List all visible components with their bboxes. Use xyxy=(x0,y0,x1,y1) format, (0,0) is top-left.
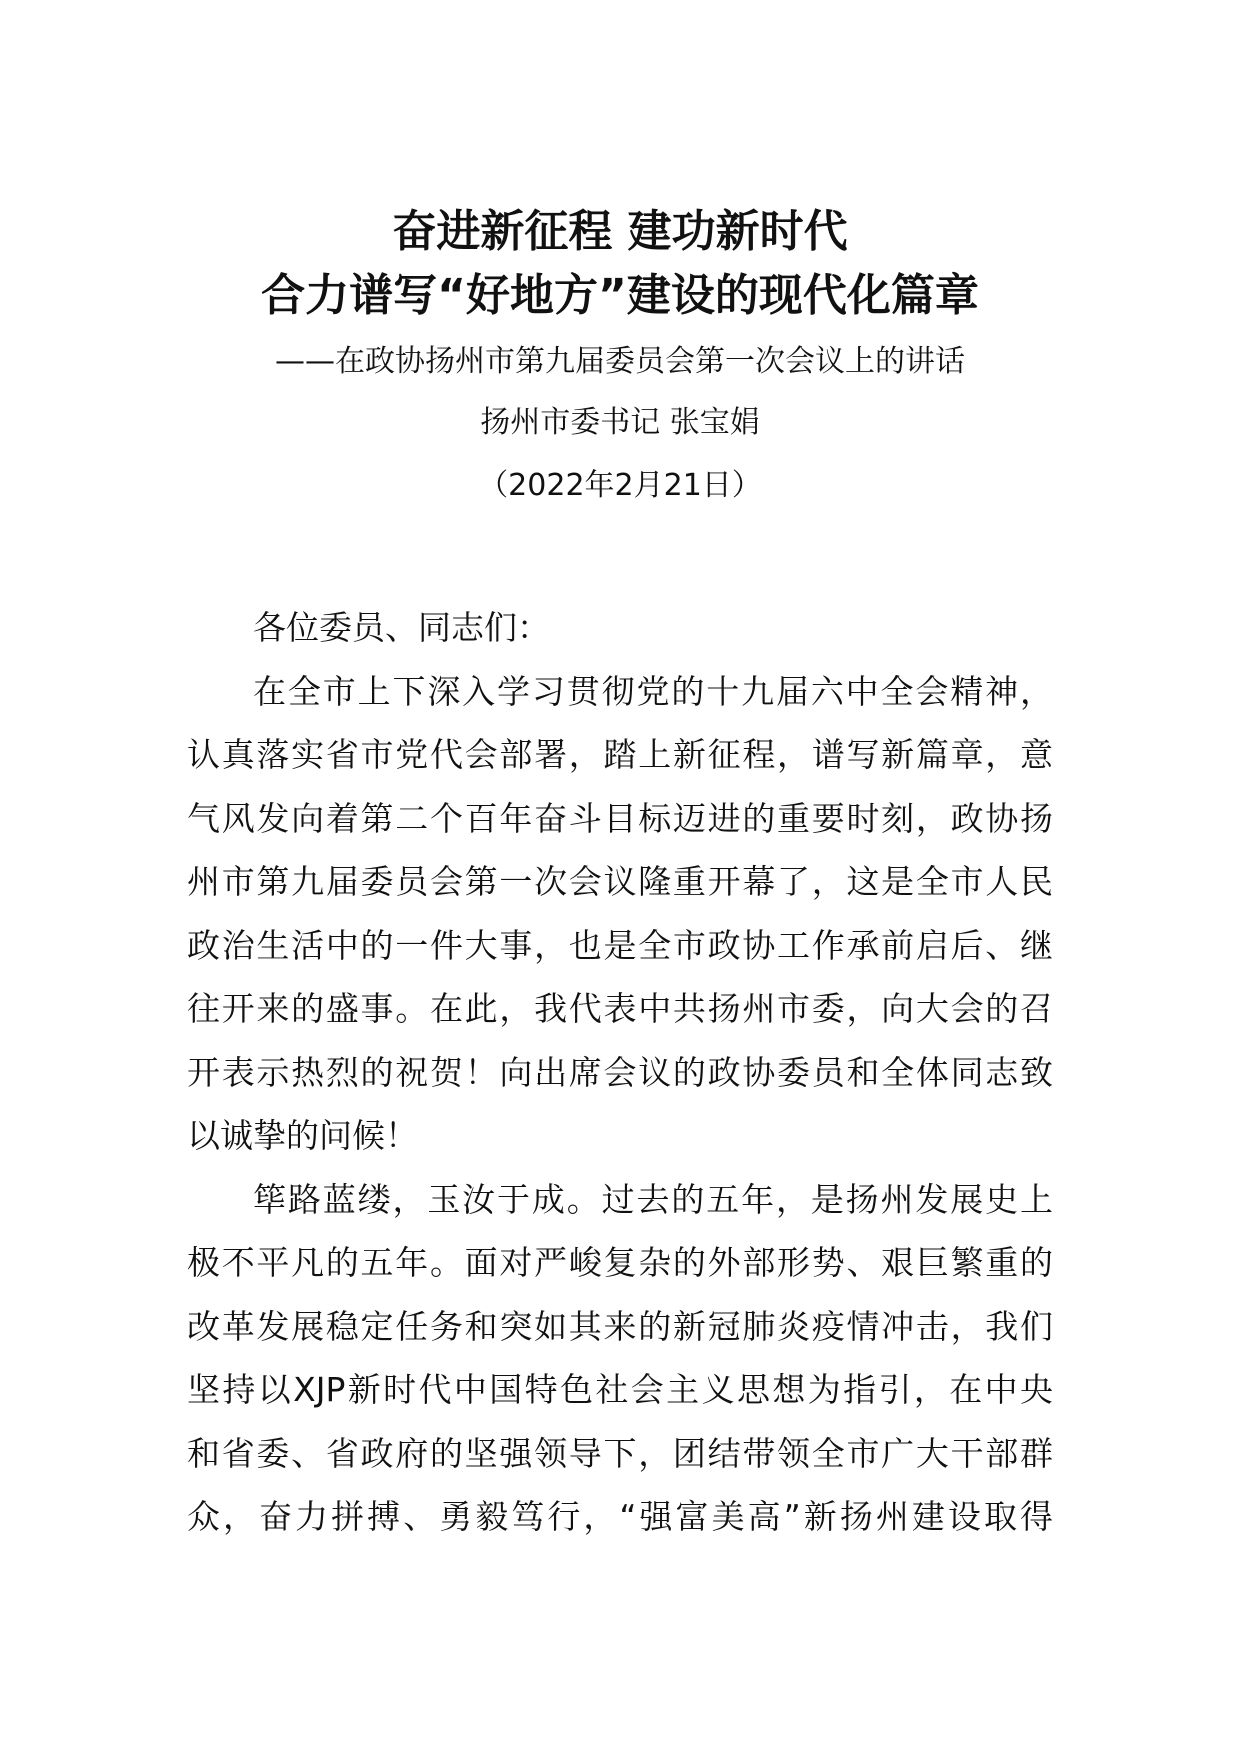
document-body xyxy=(187,596,1053,1549)
paragraph-salutation xyxy=(187,596,1053,660)
paragraph-line: 政治生活中的一件大事，也是全市政协工作承前启后、继 xyxy=(187,925,1053,965)
paragraph-line: 认真落实省市党代会部署，踏上新征程，谱写新篇章，意 xyxy=(187,735,1053,774)
paragraph-line: 气风发向着第二个百年奋斗目标迈进的重要时刻，政协扬 xyxy=(187,798,1053,838)
paragraph-line: 和省委、省政府的坚强领导下，团结带领全市广大干部群 xyxy=(187,1433,1053,1473)
paragraph-line: 极不平凡的五年。面对严峻复杂的外部形势、艰巨繁重的 xyxy=(187,1243,1053,1282)
document-title-line-1: 奋进新征程 建功新时代 xyxy=(392,206,848,257)
document-title-line-2: 合力谱写“好地方”建设的现代化篇章 xyxy=(261,270,979,321)
document-subtitle: ——在政协扬州市第九届委员会第一次会议上的讲话 xyxy=(275,344,965,379)
speech-date: （2022年2月21日） xyxy=(478,468,762,503)
author-line: 扬州市委书记 张宝娟 xyxy=(480,405,760,440)
paragraph-line: 坚持以XJP新时代中国特色社会主义思想为指引，在中央 xyxy=(187,1370,1053,1409)
paragraph-line: 往开来的盛事。在此，我代表中共扬州市委，向大会的召 xyxy=(187,989,1053,1028)
paragraph-line: 各位委员、同志们： xyxy=(253,608,550,647)
paragraph-line: 在全市上下深入学习贯彻党的十九届六中全会精神， xyxy=(253,671,1053,711)
paragraph-line: 开表示热烈的祝贺！向出席会议的政协委员和全体同志致 xyxy=(187,1052,1053,1092)
paragraph-line: 众，奋力拼搏、勇毅笃行，“强富美高”新扬州建设取得 xyxy=(187,1497,1053,1536)
paragraph-line: 改革发展稳定任务和突如其来的新冠肺炎疫情冲击，我们 xyxy=(187,1306,1053,1346)
paragraph-line: 州市第九届委员会第一次会议隆重开幕了，这是全市人民 xyxy=(187,862,1053,901)
paragraph-line: 筚路蓝缕，玉汝于成。过去的五年，是扬州发展史上 xyxy=(253,1179,1053,1219)
paragraph-line: 以诚挚的问候！ xyxy=(187,1116,418,1155)
paragraph-review xyxy=(187,1168,1053,1549)
paragraph-opening xyxy=(187,660,1053,1168)
